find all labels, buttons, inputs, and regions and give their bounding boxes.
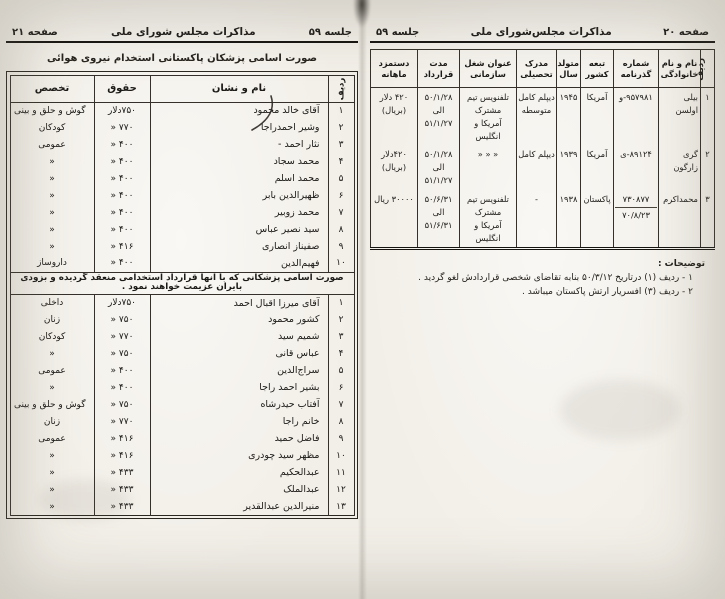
doctor-row <box>10 221 354 238</box>
specialty: گوش و حلق و بینی <box>10 102 94 119</box>
doctor-row <box>10 102 354 119</box>
doctor-name: مظهر سید چودری <box>150 447 328 464</box>
left-page-header <box>6 26 358 43</box>
row-number: ۹ <box>328 238 354 255</box>
doctor-name: شمیم سید <box>150 328 328 345</box>
duration-line1: ۵۰/۱/۲۸ الی <box>424 149 453 173</box>
degree <box>517 145 557 190</box>
doctor-name: سید نصیر عباس <box>150 221 328 238</box>
salary: ۷۵۰ « <box>94 396 150 413</box>
specialty: عمومی <box>10 362 94 379</box>
row-number: ۷ <box>328 396 354 413</box>
doctor-row <box>10 498 354 515</box>
row-number: ۳ <box>701 190 715 249</box>
foreign-staff-table <box>370 49 715 250</box>
employee-row <box>371 88 715 146</box>
salary: ۴۰۰ « <box>94 136 150 153</box>
second-list-caption: صورت اسامی پزشکانی که با آنها قرارداد استخدامی منعقد گردیده و بزودی بایران عزیمت خواهند نمود . <box>10 272 354 294</box>
row-number: ۱۲ <box>328 481 354 498</box>
salary: ۷۷۰ « <box>94 413 150 430</box>
employee-row <box>371 145 715 190</box>
salary: ۷۵۰ « <box>94 311 150 328</box>
doctor-name: کشور محمود <box>150 311 328 328</box>
passport-number <box>614 145 659 190</box>
col-header-name: نام و نشان <box>150 75 328 102</box>
doctor-row <box>10 311 354 328</box>
birth-year: ۱۹۳۸ <box>557 190 581 249</box>
doctor-row <box>10 204 354 221</box>
doctors-table <box>10 75 355 516</box>
salary: ۷۵۰ « <box>94 345 150 362</box>
employee-name: گری زارگون <box>659 145 701 190</box>
duration-line1: ۵۰/۶/۳۱ الی <box>424 194 453 217</box>
col-header-row-number: ردیف <box>701 50 715 88</box>
monthly-wage: ۴۲۰ دلار (بریال) <box>371 88 418 146</box>
doctors-table-frame <box>6 71 358 519</box>
specialty: « <box>10 345 94 362</box>
col-header-birth-year: متولد سال <box>557 50 581 88</box>
page-number-label: صفحه ۲۱ <box>12 27 58 38</box>
col-header-wage: دستمزد ماهانه <box>371 50 418 88</box>
salary: ۴۳۳ « <box>94 464 150 481</box>
specialty: زنان <box>10 413 94 430</box>
doctor-name: عباس قانی <box>150 345 328 362</box>
job-line1: « « « <box>477 149 499 160</box>
col-header-nationality: تبعه کشور <box>581 50 614 88</box>
nationality: پاکستان <box>581 190 614 249</box>
birth-year: ۱۹۳۹ <box>557 145 581 190</box>
notes-title: توضیحات : <box>657 259 705 270</box>
salary: ۴۳۳ « <box>94 498 150 515</box>
job-line2: آمریکا و انگلیس <box>474 117 502 141</box>
doctor-name: آقای خالد محمود <box>150 102 328 119</box>
specialty: « <box>10 238 94 255</box>
salary: ۷۷۰ « <box>94 119 150 136</box>
salary: ۴۰۰ « <box>94 379 150 396</box>
specialty: « <box>10 170 94 187</box>
duration-line2: ۵۱/۱/۲۷ <box>424 175 453 186</box>
passport-line1: ۷۳۰۸۷۷ <box>622 194 650 205</box>
doctor-row <box>10 379 354 396</box>
specialty: « <box>10 221 94 238</box>
duration-line2: ۵۱/۶/۳۱ <box>424 219 453 230</box>
row-number: ۳ <box>328 136 354 153</box>
air-force-doctors-list-title: صورت اسامی پزشکان پاکستانی استخدام نیروی هوائی <box>46 53 318 64</box>
monthly-wage: ۴۲۰دلار (بریال) <box>371 145 418 190</box>
employee-name: بیلی اولسن <box>659 88 701 146</box>
col-header-job-title: عنوان شغل سازمانی <box>460 50 517 88</box>
salary: ۴۰۰ « <box>94 204 150 221</box>
doctor-name: فهیم‌الدین <box>150 255 328 272</box>
row-number: ۸ <box>328 413 354 430</box>
specialty: گوش و حلق و بینی <box>10 396 94 413</box>
doctor-name: عبدالملک <box>150 481 328 498</box>
job-line1: تلفنویس تیم مشترک <box>467 92 509 115</box>
row-number: ۲ <box>328 119 354 136</box>
row-number: ۴ <box>328 153 354 170</box>
doctor-name: آفتاب حیدرشاه <box>150 396 328 413</box>
doctor-row <box>10 413 354 430</box>
passport-line1: ۸۹۱۲۴-ی <box>620 149 652 160</box>
col-header-degree: مدرک تحصیلی <box>517 50 557 88</box>
contract-duration <box>418 190 460 249</box>
specialty: « <box>10 187 94 204</box>
salary: ۴۰۰ « <box>94 221 150 238</box>
row-number: ۶ <box>328 187 354 204</box>
specialty: داروساز <box>10 255 94 272</box>
salary: ۴۱۶ « <box>94 430 150 447</box>
salary: ۴۰۰ « <box>94 255 150 272</box>
row-number: ۲ <box>328 311 354 328</box>
row-number: ۸ <box>328 221 354 238</box>
job-title <box>460 190 517 249</box>
duration-line1: ۵۰/۱/۲۸ الی <box>424 92 453 115</box>
col-header-passport: شماره گذرنامه <box>614 50 659 88</box>
salary: ۴۱۶ « <box>94 238 150 255</box>
job-line1: تلفنویس تیم مشترک <box>467 194 509 217</box>
salary: ۴۰۰ « <box>94 170 150 187</box>
degree <box>517 190 557 249</box>
note-line: ۱ - ردیف (۱) درتاریخ ۵۰/۳/۱۲ بنابه تقاضای شخصی قراردادش لغو گردید . <box>418 273 693 284</box>
col-header-duration: مدت قرارداد <box>418 50 460 88</box>
doctor-row <box>10 430 354 447</box>
proceedings-title: مذاکرات مجلس‌شورای ملی <box>470 26 612 38</box>
doctor-name: ظهیرالدین بابر <box>150 187 328 204</box>
doctor-name: خانم راجا <box>150 413 328 430</box>
row-number: ۴ <box>328 345 354 362</box>
specialty: « <box>10 464 94 481</box>
doctor-name: آقای میرزا اقبال احمد <box>150 294 328 311</box>
job-title <box>460 88 517 146</box>
salary: ۷۵۰دلار <box>94 102 150 119</box>
specialty: « <box>10 498 94 515</box>
specialty: عمومی <box>10 430 94 447</box>
row-number: ۱۱ <box>328 464 354 481</box>
page-number-label: صفحه ۲۰ <box>663 27 709 38</box>
col-header-salary: حقوق <box>94 75 150 102</box>
doctor-name: صفیناز انصاری <box>150 238 328 255</box>
row-number: ۳ <box>328 328 354 345</box>
row-number: ۱۰ <box>328 255 354 272</box>
doctor-name: محمد سجاد <box>150 153 328 170</box>
employee-row <box>371 190 715 249</box>
specialty: داخلی <box>10 294 94 311</box>
right-page-header <box>370 26 715 43</box>
note-line: ۲ - ردیف (۳) افسریار ارتش پاکستان میباشد . <box>522 287 693 298</box>
doctor-name: فاضل حمید <box>150 430 328 447</box>
passport-number <box>614 88 659 146</box>
nationality: آمریکا <box>581 145 614 190</box>
degree <box>517 88 557 146</box>
doctor-name: محمد زوبیر <box>150 204 328 221</box>
doctor-row <box>10 136 354 153</box>
duration-line2: ۵۱/۱/۲۷ <box>424 117 453 128</box>
doctor-name: نثار احمد - <box>150 136 328 153</box>
doctor-row <box>10 328 354 345</box>
session-label: جلسه ۵۹ <box>376 27 420 38</box>
specialty: « <box>10 379 94 396</box>
doctors-table-header-row <box>10 75 354 102</box>
row-number: ۷ <box>328 204 354 221</box>
col-header-full-name: نام و نام خانوادگی <box>659 50 701 88</box>
session-label: جلسه ۵۹ <box>308 27 352 38</box>
proceedings-title: مذاکرات مجلس شورای ملی <box>110 26 256 38</box>
doctor-row <box>10 294 354 311</box>
row-number: ۶ <box>328 379 354 396</box>
row-number: ۵ <box>328 170 354 187</box>
doctor-row <box>10 187 354 204</box>
specialty: کودکان <box>10 328 94 345</box>
specialty: « <box>10 204 94 221</box>
passport-line1: ۹۵۷۹۸۱-و <box>619 92 653 102</box>
contract-duration <box>418 145 460 190</box>
row-number: ۱۰ <box>328 447 354 464</box>
doctor-row <box>10 238 354 255</box>
contract-duration <box>418 88 460 146</box>
row-number: ۱ <box>701 88 715 146</box>
monthly-wage: ۳۰۰۰۰ ریال <box>371 190 418 249</box>
row-number: ۱ <box>328 102 354 119</box>
specialty: کودکان <box>10 119 94 136</box>
birth-year: ۱۹۴۵ <box>557 88 581 146</box>
doctor-row <box>10 464 354 481</box>
specialty: « <box>10 153 94 170</box>
doctor-row <box>10 362 354 379</box>
degree-line1: دیپلم کامل <box>518 149 555 160</box>
specialty: زنان <box>10 311 94 328</box>
second-list-caption-row <box>10 272 354 294</box>
salary: ۴۳۳ « <box>94 481 150 498</box>
doctor-row <box>10 396 354 413</box>
left-page <box>0 0 362 599</box>
doctor-name: منیرالدین عبدالقدیر <box>150 498 328 515</box>
salary: ۷۷۰ « <box>94 328 150 345</box>
doctor-row <box>10 170 354 187</box>
doctor-name: بشیر احمد راجا <box>150 379 328 396</box>
degree-line1: - <box>535 194 538 205</box>
salary: ۴۰۰ « <box>94 362 150 379</box>
salary: ۷۵۰دلار <box>94 294 150 311</box>
job-title <box>460 145 517 190</box>
doctor-name: محمد اسلم <box>150 170 328 187</box>
row-number: ۱ <box>328 294 354 311</box>
passport-line2: ۷۰/۸/۲۳ <box>615 207 657 222</box>
salary: ۴۰۰ « <box>94 153 150 170</box>
salary: ۴۰۰ « <box>94 187 150 204</box>
nationality: آمریکا <box>581 88 614 146</box>
doctor-row <box>10 481 354 498</box>
col-header-row-number: ردیف <box>328 75 354 102</box>
row-number: ۲ <box>701 145 715 190</box>
doctor-row <box>10 447 354 464</box>
row-number: ۵ <box>328 362 354 379</box>
specialty: « <box>10 481 94 498</box>
degree-line2: متوسطه <box>521 104 552 115</box>
employee-name: محمداکرم <box>659 190 701 249</box>
doctor-row <box>10 119 354 136</box>
col-header-specialty: تخصص <box>10 75 94 102</box>
row-number: ۱۳ <box>328 498 354 515</box>
doctor-row <box>10 255 354 272</box>
salary: ۴۱۶ « <box>94 447 150 464</box>
right-page <box>362 0 725 599</box>
staff-table-header-row <box>371 50 715 88</box>
degree-line1: دیپلم کامل <box>518 92 555 102</box>
doctor-name: عبدالحکیم <box>150 464 328 481</box>
row-number: ۹ <box>328 430 354 447</box>
doctor-row <box>10 153 354 170</box>
doctor-row <box>10 345 354 362</box>
specialty: عمومی <box>10 136 94 153</box>
specialty: « <box>10 447 94 464</box>
notes-section <box>370 259 715 300</box>
job-line2: آمریکا و انگلیس <box>474 219 502 243</box>
passport-number <box>614 190 659 249</box>
doctor-name: وشیر احمدراجا <box>150 119 328 136</box>
doctor-name: سراج‌الدین <box>150 362 328 379</box>
